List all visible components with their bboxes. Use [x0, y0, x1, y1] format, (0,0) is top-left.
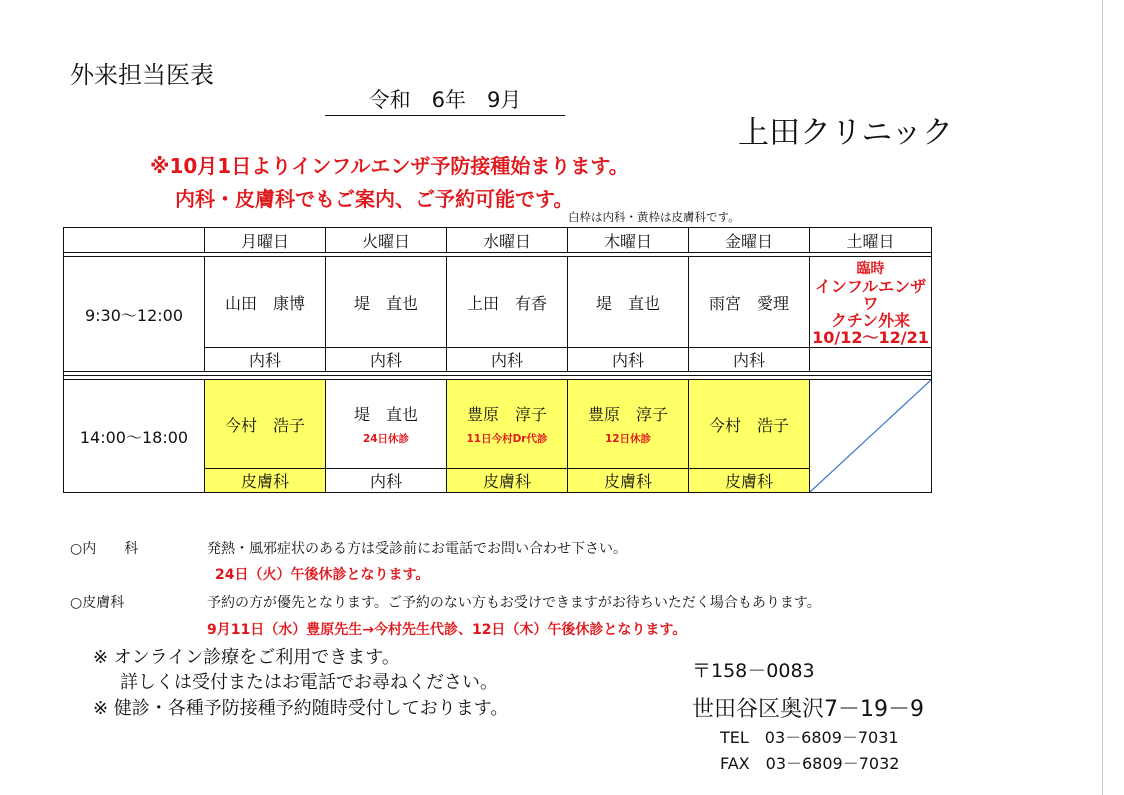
pm-doctor-fri-name: 今村 浩子: [708, 415, 789, 435]
pm-doctor-fri: [689, 380, 810, 469]
pm-note-wed: 11日今村Dr代診: [466, 433, 548, 445]
am-doctor-tue: 堤 直也: [326, 257, 447, 348]
am-dept-mon: 内科: [205, 348, 326, 372]
am-dept-tue: 内科: [326, 348, 447, 372]
page-edge-line: [1102, 0, 1103, 795]
header-row: [64, 228, 932, 253]
schedule-period: 令和 6年 9月: [325, 84, 565, 116]
pm-doctor-thu-name: 豊原 淳子: [587, 405, 668, 424]
am-saturday-flu-clinic: [810, 257, 932, 348]
color-legend: 白枠は内科・黄枠は皮膚科です。: [568, 210, 740, 224]
am-dept-sat: [810, 348, 932, 372]
pm-doctor-row: [64, 380, 932, 469]
am-dept-fri: 内科: [689, 348, 810, 372]
am-dept-thu: 内科: [568, 348, 689, 372]
day-header: 水曜日: [447, 228, 568, 253]
am-dept-wed: 内科: [447, 348, 568, 372]
pm-doctor-mon: [205, 380, 326, 469]
pm-dept-fri: 皮膚科: [689, 469, 810, 493]
pm-doctor-tue-name: 堤 直也: [353, 405, 418, 424]
checkup-notice: ※ 健診・各種予防接種予約随時受付しております。: [93, 698, 509, 719]
pm-doctor-thu: [568, 380, 689, 469]
naika-text: 発熱・風邪症状のある方は受診前にお電話でお問い合わせ下さい。: [207, 541, 627, 557]
flu-notice-line2: 内科・皮膚科でもご案内、ご予約可能です。: [175, 187, 574, 211]
address: 世田谷区奥沢7－19－9: [692, 697, 924, 722]
am-doctor-fri: 雨宮 愛理: [689, 257, 810, 348]
pm-dept-tue: 内科: [326, 469, 447, 493]
am-time: 9:30～12:00: [64, 257, 205, 372]
am-doctor-row: [64, 257, 932, 348]
day-header: 月曜日: [205, 228, 326, 253]
sat-line1: 臨時: [856, 260, 885, 277]
fax-number: FAX 03－6809－7032: [720, 754, 900, 773]
pm-doctor-tue: [326, 380, 447, 469]
sat-line4: 10/12～12/21: [812, 327, 929, 347]
pm-doctor-mon-name: 今村 浩子: [224, 415, 305, 435]
tel-number: TEL 03－6809－7031: [720, 728, 899, 747]
pm-doctor-wed-name: 豊原 淳子: [466, 405, 547, 424]
corner-cell: [64, 228, 205, 253]
page-title: 外来担当医表: [70, 61, 214, 89]
online-consult-line2: 詳しくは受付またはお電話でお尋ねください。: [120, 672, 498, 693]
pm-dept-wed: 皮膚科: [447, 469, 568, 493]
pm-note-thu: 12日休診: [604, 433, 652, 445]
day-header: 火曜日: [326, 228, 447, 253]
hifu-notice: 9月11日（水）豊原先生→今村先生代診、12日（木）午後休診となります。: [207, 622, 687, 638]
clinic-name: 上田クリニック: [738, 115, 954, 151]
pm-doctor-wed: [447, 380, 568, 469]
naika-notice: 24日（火）午後休診となります。: [215, 567, 430, 583]
pm-saturday-closed: [810, 380, 932, 493]
naika-label: ○内 科: [70, 541, 139, 557]
day-header: 金曜日: [689, 228, 810, 253]
day-header: 土曜日: [810, 228, 932, 253]
pm-dept-thu: 皮膚科: [568, 469, 689, 493]
hifu-text: 予約の方が優先となります。ご予約のない方もお受けできますがお待ちいただく場合もあります。: [207, 595, 821, 611]
sat-line2: インフルエンザワ: [814, 276, 927, 313]
online-consult-line1: ※ オンライン診療をご利用できます。: [93, 647, 400, 668]
pm-dept-mon: 皮膚科: [205, 469, 326, 493]
day-header: 木曜日: [568, 228, 689, 253]
flu-notice-line1: ※10月1日よりインフルエンザ予防接種始まります。: [150, 154, 629, 178]
am-doctor-thu: 堤 直也: [568, 257, 689, 348]
schedule-table: [63, 227, 932, 493]
sat-line3: クチン外来: [830, 310, 911, 330]
pm-time: 14:00～18:00: [64, 380, 205, 493]
hifu-label: ○皮膚科: [70, 595, 125, 611]
postal-code: 〒158－0083: [692, 660, 815, 682]
am-doctor-wed: 上田 有香: [447, 257, 568, 348]
pm-note-tue: 24日休診: [362, 433, 410, 445]
closed-diagonal-line: [810, 380, 931, 492]
am-doctor-mon: 山田 康博: [205, 257, 326, 348]
